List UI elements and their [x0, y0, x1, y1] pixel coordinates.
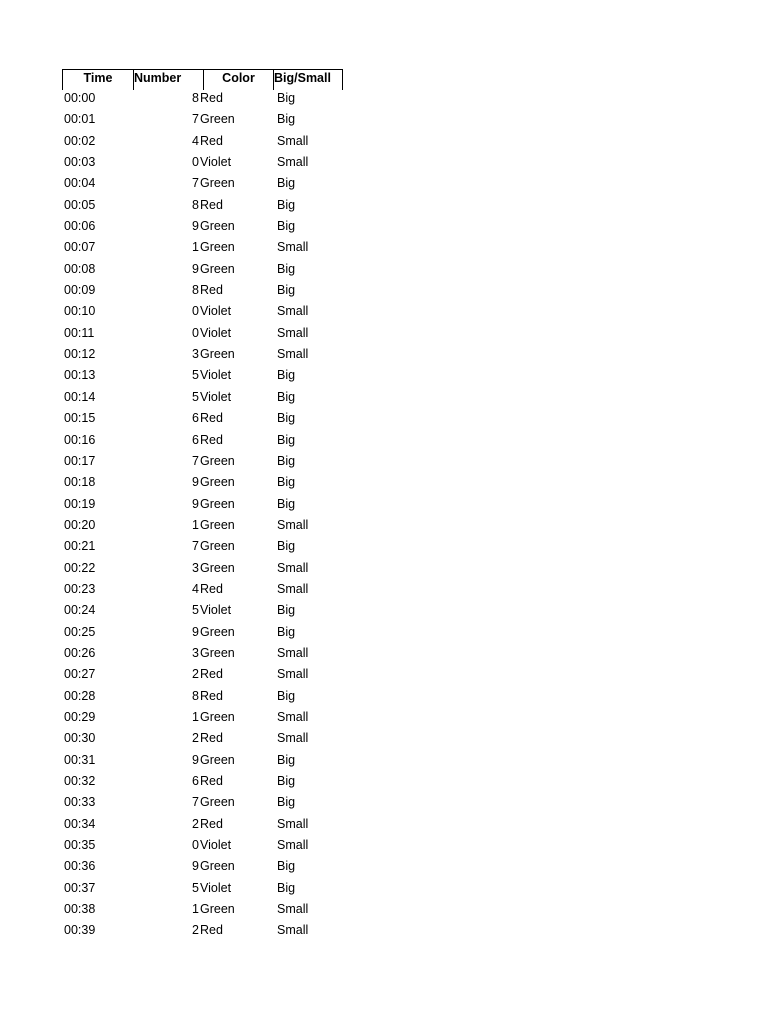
header-time[interactable]: Time — [62, 69, 133, 90]
time-cell[interactable]: 00:02 — [64, 133, 96, 148]
time-cell[interactable]: 00:10 — [64, 304, 96, 319]
color-cell[interactable]: Red — [200, 411, 223, 426]
size-cell[interactable]: Small — [277, 347, 309, 362]
color-cell[interactable]: Green — [200, 517, 235, 532]
time-cell[interactable]: 00:36 — [64, 859, 96, 874]
table-row — [62, 432, 352, 453]
time-cell[interactable]: 00:19 — [64, 496, 96, 511]
table-row — [62, 346, 352, 367]
table-row — [62, 538, 352, 559]
size-cell[interactable]: Small — [277, 709, 309, 724]
number-cell[interactable]: 5 — [192, 603, 199, 618]
number-cell[interactable]: 7 — [192, 795, 199, 810]
color-cell[interactable]: Red — [200, 688, 223, 703]
color-cell[interactable]: Red — [200, 197, 223, 212]
size-cell[interactable]: Big — [277, 432, 296, 447]
number-cell[interactable]: 3 — [192, 347, 199, 362]
table-row — [62, 901, 352, 922]
number-cell[interactable]: 9 — [192, 859, 199, 874]
time-cell[interactable]: 00:33 — [64, 795, 96, 810]
color-cell[interactable]: Green — [200, 112, 235, 127]
number-cell[interactable]: 3 — [192, 645, 199, 660]
spreadsheet-table — [62, 69, 352, 944]
time-cell[interactable]: 00:05 — [64, 197, 96, 212]
color-cell[interactable]: Violet — [200, 325, 232, 340]
table-row — [62, 602, 352, 623]
time-cell[interactable]: 00:09 — [64, 283, 96, 298]
size-cell[interactable]: Big — [277, 176, 296, 191]
time-cell[interactable]: 00:30 — [64, 731, 96, 746]
table-row — [62, 581, 352, 602]
size-cell[interactable]: Small — [277, 325, 309, 340]
color-cell[interactable]: Red — [200, 581, 223, 596]
number-cell[interactable]: 1 — [192, 240, 199, 255]
time-cell[interactable]: 00:22 — [64, 560, 96, 575]
size-cell[interactable]: Small — [277, 816, 309, 831]
number-cell[interactable]: 6 — [192, 411, 199, 426]
size-cell[interactable]: Small — [277, 304, 309, 319]
size-cell[interactable]: Small — [277, 517, 309, 532]
number-cell[interactable]: 5 — [192, 389, 199, 404]
number-cell[interactable]: 9 — [192, 496, 199, 511]
color-cell[interactable]: Red — [200, 816, 223, 831]
color-cell[interactable]: Green — [200, 752, 235, 767]
number-cell[interactable]: 5 — [192, 368, 199, 383]
time-cell[interactable]: 00:12 — [64, 347, 96, 362]
number-cell[interactable]: 6 — [192, 432, 199, 447]
table-row — [62, 517, 352, 538]
number-cell[interactable]: 5 — [192, 880, 199, 895]
table-row — [62, 133, 352, 154]
header-big-small[interactable]: Big/Small — [273, 69, 343, 90]
color-cell[interactable]: Red — [200, 774, 223, 788]
table-row — [62, 90, 352, 111]
size-cell[interactable]: Small — [277, 902, 309, 917]
color-cell[interactable]: Green — [200, 560, 235, 575]
time-cell[interactable]: 00:21 — [64, 539, 96, 554]
color-cell[interactable]: Red — [200, 133, 223, 148]
time-cell[interactable]: 00:31 — [64, 752, 96, 767]
color-cell[interactable]: Violet — [200, 368, 232, 383]
color-cell[interactable]: Violet — [200, 155, 232, 170]
color-cell[interactable]: Violet — [200, 603, 232, 618]
color-cell[interactable]: Violet — [200, 880, 232, 895]
size-cell[interactable]: Big — [277, 880, 296, 895]
number-cell[interactable]: 9 — [192, 475, 199, 490]
size-cell[interactable]: Big — [277, 603, 296, 618]
color-cell[interactable]: Green — [200, 795, 235, 810]
number-cell[interactable]: 0 — [192, 838, 199, 853]
number-cell[interactable]: 2 — [192, 667, 199, 682]
size-cell[interactable]: Big — [277, 261, 296, 276]
size-cell[interactable]: Big — [277, 624, 296, 639]
number-cell[interactable]: 8 — [192, 91, 199, 105]
size-cell[interactable]: Small — [277, 731, 309, 746]
size-cell[interactable]: Big — [277, 496, 296, 511]
time-cell[interactable]: 00:24 — [64, 603, 96, 618]
time-cell[interactable]: 00:34 — [64, 816, 96, 831]
time-cell[interactable]: 00:17 — [64, 453, 96, 468]
number-cell[interactable]: 7 — [192, 176, 199, 191]
color-cell[interactable]: Green — [200, 453, 235, 468]
table-row — [62, 816, 352, 837]
time-cell[interactable]: 00:04 — [64, 176, 96, 191]
size-cell[interactable]: Big — [277, 453, 296, 468]
color-cell[interactable]: Green — [200, 902, 235, 917]
time-cell[interactable]: 00:00 — [64, 91, 96, 105]
size-cell[interactable]: Big — [277, 859, 296, 874]
size-cell[interactable]: Big — [277, 539, 296, 554]
time-cell[interactable]: 00:07 — [64, 240, 96, 255]
table-row — [62, 154, 352, 175]
table-body — [62, 90, 352, 944]
size-cell[interactable]: Big — [277, 112, 296, 127]
color-cell[interactable]: Red — [200, 667, 223, 682]
time-cell[interactable]: 00:20 — [64, 517, 96, 532]
number-cell[interactable]: 9 — [192, 219, 199, 234]
size-cell[interactable]: Small — [277, 667, 309, 682]
size-cell[interactable]: Big — [277, 283, 296, 298]
number-cell[interactable]: 9 — [192, 752, 199, 767]
color-cell[interactable]: Green — [200, 475, 235, 490]
table-row — [62, 773, 352, 794]
size-cell[interactable]: Small — [277, 560, 309, 575]
size-cell[interactable]: Small — [277, 923, 309, 938]
time-cell[interactable]: 00:11 — [64, 325, 95, 340]
number-cell[interactable]: 2 — [192, 731, 199, 746]
time-cell[interactable]: 00:35 — [64, 838, 96, 853]
color-cell[interactable]: Violet — [200, 304, 232, 319]
size-cell[interactable]: Small — [277, 133, 309, 148]
number-cell[interactable]: 0 — [192, 155, 199, 170]
number-cell[interactable]: 4 — [192, 133, 199, 148]
color-cell[interactable]: Red — [200, 91, 223, 105]
table-row — [62, 560, 352, 581]
time-cell[interactable]: 00:13 — [64, 368, 96, 383]
time-cell[interactable]: 00:26 — [64, 645, 96, 660]
header-color[interactable]: Color — [203, 69, 273, 90]
table-row — [62, 730, 352, 751]
table-row — [62, 794, 352, 815]
header-number[interactable]: Number — [133, 69, 203, 90]
table-row — [62, 175, 352, 196]
size-cell[interactable]: Big — [277, 752, 296, 767]
number-cell[interactable]: 7 — [192, 112, 199, 127]
table-row — [62, 410, 352, 431]
number-cell[interactable]: 2 — [192, 923, 199, 938]
color-cell[interactable]: Green — [200, 645, 235, 660]
size-cell[interactable]: Big — [277, 197, 296, 212]
table-row — [62, 752, 352, 773]
table-row — [62, 688, 352, 709]
table-row — [62, 858, 352, 879]
number-cell[interactable]: 9 — [192, 261, 199, 276]
number-cell[interactable]: 8 — [192, 197, 199, 212]
color-cell[interactable]: Violet — [200, 389, 232, 404]
color-cell[interactable]: Red — [200, 432, 223, 447]
number-cell[interactable]: 0 — [192, 304, 199, 319]
color-cell[interactable]: Green — [200, 709, 235, 724]
color-cell[interactable]: Red — [200, 283, 223, 298]
size-cell[interactable]: Small — [277, 155, 309, 170]
table-row — [62, 218, 352, 239]
number-cell[interactable]: 2 — [192, 816, 199, 831]
time-cell[interactable]: 00:37 — [64, 880, 96, 895]
time-cell[interactable]: 00:29 — [64, 709, 96, 724]
table-row — [62, 282, 352, 303]
number-cell[interactable]: 0 — [192, 325, 199, 340]
number-cell[interactable]: 6 — [192, 774, 199, 788]
color-cell[interactable]: Red — [200, 731, 223, 746]
table-row — [62, 111, 352, 132]
color-cell[interactable]: Green — [200, 219, 235, 234]
number-cell[interactable]: 8 — [192, 283, 199, 298]
size-cell[interactable]: Small — [277, 645, 309, 660]
number-cell[interactable]: 9 — [192, 624, 199, 639]
time-cell[interactable]: 00:38 — [64, 902, 96, 917]
number-cell[interactable]: 1 — [192, 902, 199, 917]
time-cell[interactable]: 00:27 — [64, 667, 96, 682]
size-cell[interactable]: Big — [277, 475, 296, 490]
table-row — [62, 261, 352, 282]
number-cell[interactable]: 4 — [192, 581, 199, 596]
size-cell[interactable]: Big — [277, 219, 296, 234]
time-cell[interactable]: 00:08 — [64, 261, 96, 276]
table-row — [62, 837, 352, 858]
table-row — [62, 325, 352, 346]
color-cell[interactable]: Red — [200, 923, 223, 938]
size-cell[interactable]: Small — [277, 838, 309, 853]
color-cell[interactable]: Green — [200, 176, 235, 191]
color-cell[interactable]: Green — [200, 347, 235, 362]
table-row — [62, 880, 352, 901]
table-row — [62, 496, 352, 517]
color-cell[interactable]: Green — [200, 539, 235, 554]
color-cell[interactable]: Green — [200, 240, 235, 255]
size-cell[interactable]: Big — [277, 368, 296, 383]
time-cell[interactable]: 00:16 — [64, 432, 96, 447]
color-cell[interactable]: Green — [200, 624, 235, 639]
color-cell[interactable]: Green — [200, 859, 235, 874]
color-cell[interactable]: Violet — [200, 838, 232, 853]
time-cell[interactable]: 00:18 — [64, 475, 96, 490]
time-cell[interactable]: 00:25 — [64, 624, 96, 639]
time-cell[interactable]: 00:03 — [64, 155, 96, 170]
table-row — [62, 666, 352, 687]
color-cell[interactable]: Green — [200, 496, 235, 511]
size-cell[interactable]: Small — [277, 581, 309, 596]
size-cell[interactable]: Big — [277, 389, 296, 404]
table-row — [62, 922, 352, 943]
color-cell[interactable]: Green — [200, 261, 235, 276]
table-row — [62, 389, 352, 410]
time-cell[interactable]: 00:15 — [64, 411, 96, 426]
table-row — [62, 624, 352, 645]
size-cell[interactable]: Big — [277, 91, 296, 105]
size-cell[interactable]: Big — [277, 774, 296, 788]
table-row — [62, 367, 352, 388]
number-cell[interactable]: 7 — [192, 453, 199, 468]
time-cell[interactable]: 00:28 — [64, 688, 96, 703]
table-header-row — [62, 69, 352, 90]
time-cell[interactable]: 00:32 — [64, 774, 96, 788]
size-cell[interactable]: Big — [277, 688, 296, 703]
table-row — [62, 645, 352, 666]
table-row — [62, 197, 352, 218]
number-cell[interactable]: 7 — [192, 539, 199, 554]
size-cell[interactable]: Big — [277, 411, 296, 426]
time-cell[interactable]: 00:23 — [64, 581, 96, 596]
table-row — [62, 709, 352, 730]
number-cell[interactable]: 8 — [192, 688, 199, 703]
number-cell[interactable]: 3 — [192, 560, 199, 575]
time-cell[interactable]: 00:06 — [64, 219, 96, 234]
size-cell[interactable]: Small — [277, 240, 309, 255]
number-cell[interactable]: 1 — [192, 517, 199, 532]
time-cell[interactable]: 00:14 — [64, 389, 96, 404]
table-row — [62, 303, 352, 324]
table-row — [62, 474, 352, 495]
time-cell[interactable]: 00:39 — [64, 923, 96, 938]
size-cell[interactable]: Big — [277, 795, 296, 810]
time-cell[interactable]: 00:01 — [64, 112, 96, 127]
table-row — [62, 239, 352, 260]
number-cell[interactable]: 1 — [192, 709, 199, 724]
table-row — [62, 453, 352, 474]
